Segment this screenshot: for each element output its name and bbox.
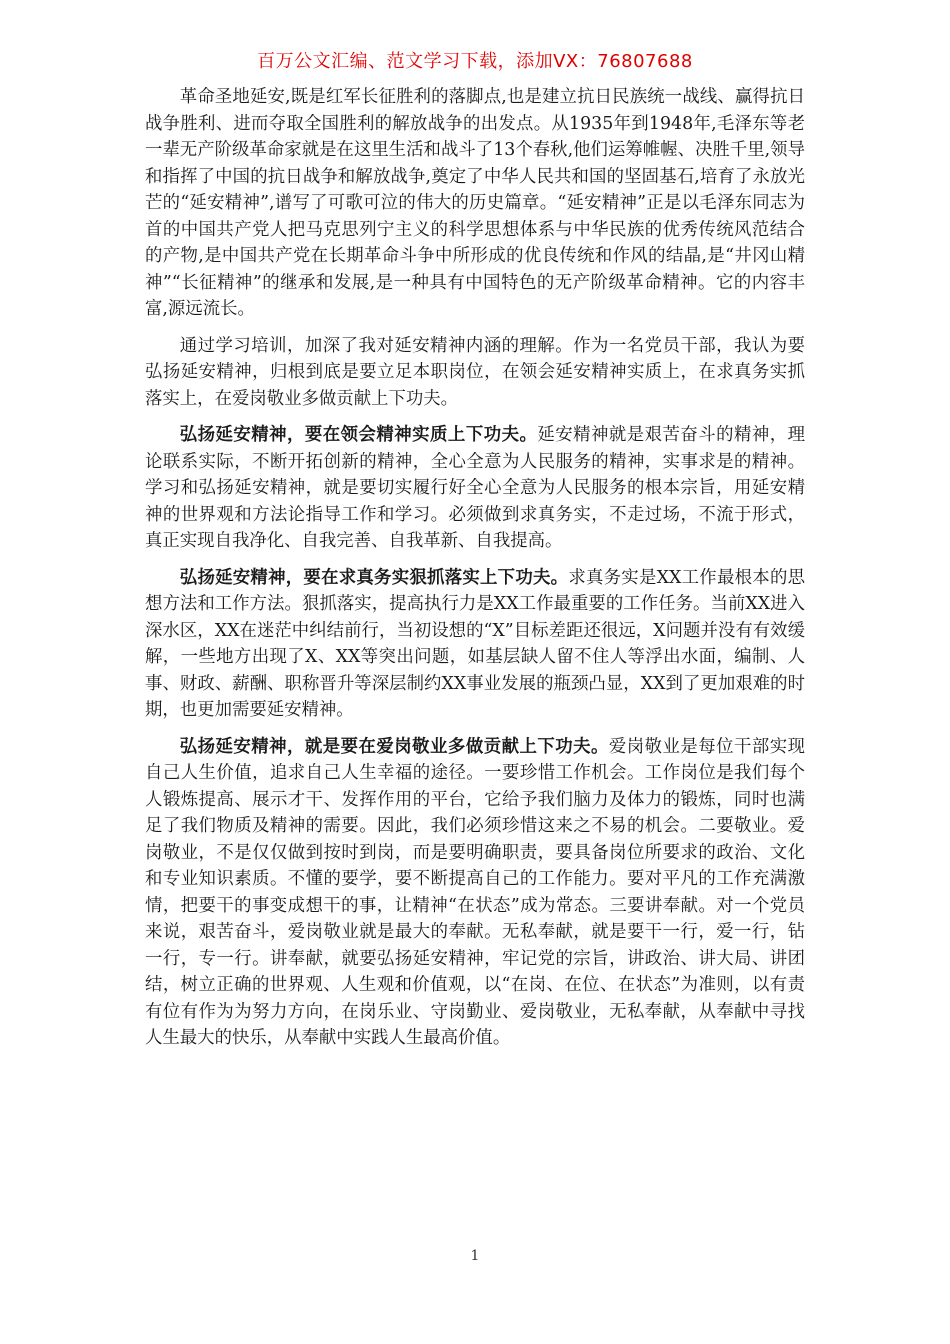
- paragraph-3-text: 延安精神就是艰苦奋斗的精神，理论联系实际，不断开拓创新的精神，全心全意为人民服务的精神，实事求是的精神。学习和弘扬延安精神，就是要切实履行好全心全意为人民服务的根本宗旨，用延安精神的世界观和方法论指导工作和学习。必须做到求真务实，不走过场，不流于形式，真正实现自我净化、自我完善、自我革新、自我提高。: [145, 425, 805, 551]
- paragraph-5-text: 爱岗敬业是每位干部实现自己人生价值，追求自己人生幸福的途径。一要珍惜工作机会。工作岗位是我们每个人锻炼提高、展示才干、发挥作用的平台，它给予我们脑力及体力的锻炼，同时也满足了我们物质及精神的需要。因此，我们必须珍惜这来之不易的机会。二要敬业。爱岗敬业，不是仅仅做到按时到岗，而是要明确职责，要具备岗位所要求的政治、文化和专业知识素质。不懂的要学，要不断提高自己的工作能力。要对平凡的工作充满激情，把要干的事变成想干的事，让精神“在状态”成为常态。三要讲奉献。对一个党员来说，艰苦奋斗，爱岗敬业就是最大的奉献。无私奉献，就是要干一行，爱一行，钻一行，专一行。讲奉献，就要弘扬延安精神，牢记党的宗旨，讲政治、讲大局、讲团结，树立正确的世界观、人生观和价值观，以“在岗、在位、在状态”为准则，以有责有位有作为为努力方向，在岗乐业、守岗勤业、爱岗敬业，无私奉献，从奉献中寻找人生最大的快乐，从奉献中实践人生最高价值。: [145, 736, 805, 1048]
- paragraph-5: [145, 734, 805, 1052]
- paragraph-1-text: 革命圣地延安,既是红军长征胜利的落脚点,也是建立抗日民族统一战线、赢得抗日战争胜利、进而夺取全国胜利的解放战争的出发点。从1935年到1948年,毛泽东等老一辈无产阶级革命家就是在这里生活和战斗了13个春秋,他们运筹帷幄、决胜千里,领导和指挥了中国的抗日战争和解放战争,奠定了中华人民共和国的坚固基石,培育了永放光芒的“延安精神”,谱写了可歌可泣的伟大的历史篇章。“延安精神”正是以毛泽东同志为首的中国共产党人把马克思列宁主义的科学思想体系与中华民族的优秀传统风范结合的产物,是中国共产党在长期革命斗争中所形成的优良传统和作风的结晶,是“井冈山精神”“长征精神”的继承和发展,是一种具有中国特色的无产阶级革命精神。它的内容丰富,源远流长。: [145, 87, 805, 319]
- paragraph-2: [145, 333, 805, 413]
- paragraph-3: [145, 422, 805, 555]
- paragraph-4-text: 求真务实是XX工作最根本的思想方法和工作方法。狠抓落实，提高执行力是XX工作最重要的工作任务。当前XX进入深水区，XX在迷茫中纠结前行，当初设想的“X”目标差距还很远，X问题并没有有效缓解，一些地方出现了X、XX等突出问题，如基层缺人留不住人等浮出水面，编制、人事、财政、薪酬、职称晋升等深层制约XX事业发展的瓶颈凸显，XX到了更加艰难的时期，也更加需要延安精神。: [145, 567, 805, 720]
- page-number: 1: [470, 1248, 480, 1264]
- watermark-header: 百万公文汇编、范文学习下载，添加VX：76807688: [257, 51, 693, 72]
- paragraph-4-heading: 弘扬延安精神，要在求真务实狠抓落实上下功夫。: [179, 567, 569, 588]
- document-body: [145, 84, 805, 1062]
- paragraph-3-heading: 弘扬延安精神，要在领会精神实质上下功夫。: [179, 425, 538, 445]
- paragraph-5-heading: 弘扬延安精神，就是要在爱岗敬业多做贡献上下功夫。: [179, 736, 609, 757]
- paragraph-2-text: 通过学习培训，加深了我对延安精神内涵的理解。作为一名党员干部，我认为要弘扬延安精神，归根到底是要立足本职岗位，在领会延安精神实质上，在求真务实抓落实上，在爱岗敬业多做贡献上下功夫。: [145, 335, 805, 409]
- paragraph-4: [145, 565, 805, 724]
- paragraph-1: [145, 84, 805, 323]
